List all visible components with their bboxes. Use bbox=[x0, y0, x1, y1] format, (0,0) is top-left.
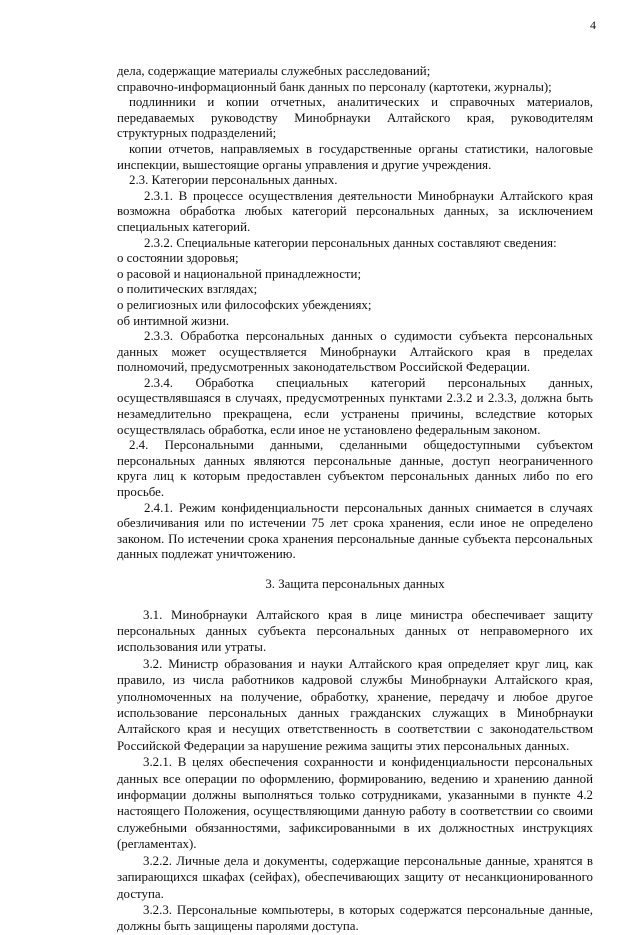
paragraph: 3.2.1. В целях обеспечения сохранности и конфиденциальности персональных данных все операции по оформлению, формированию, ведению и хранению данной информации должны выполняться только сотрудниками, указанными в пункте 4.2 настоящего Положения, осуществляющими данную работу в соответствии со своими служебными обязанностями, зафиксированными в их должностных инструкциях (регламентах). bbox=[117, 755, 593, 852]
paragraph: дела, содержащие материалы служебных расследований; bbox=[117, 64, 431, 78]
section-title: 3. Защита персональных данных bbox=[265, 577, 445, 591]
paragraph: 2.3.2. Специальные категории персональных данных составляют сведения: bbox=[144, 235, 557, 250]
paragraph: о состоянии здоровья; bbox=[117, 251, 239, 266]
paragraph: 2.3.4. Обработка специальных категорий персональных данных, осуществлявшаяся в случаях, предусмотренных пунктами 2.3.2 и 2.3.3, должна быть незамедлительно прекращена, если устранены причины, вследствие которых осуществлялась обработка, если иное не установлено федеральным законом. bbox=[117, 375, 593, 437]
paragraph: о политических взглядах; bbox=[117, 282, 258, 297]
paragraph: 3.1. Минобрнауки Алтайского края в лице министра обеспечивает защиту персональных данных субъекта персональных данных от неправомерного их использования или утраты. bbox=[117, 607, 593, 655]
paragraph: о расовой и национальной принадлежности; bbox=[117, 266, 362, 281]
paragraph: 3.2.3. Персональные компьютеры, в которых содержатся персональные данные, должны быть защищены паролями доступа. bbox=[117, 902, 593, 934]
paragraph: подлинники и копии отчетных, аналитических и справочных материалов, передаваемых руководству Минобрнауки Алтайского края, руководителям структурных подразделений; bbox=[117, 95, 593, 141]
paragraph: справочно-информационный банк данных по персоналу (картотеки, журналы); bbox=[117, 79, 552, 94]
section-3-body bbox=[117, 607, 593, 935]
paragraph: 2.4. Персональными данными, сделанными общедоступными субъектом персональных данных являются персональные данные, доступ неограниченного круга лиц к которым предоставлен субъектом персональных данных либо по его просьбе. bbox=[117, 438, 593, 500]
paragraph: копии отчетов, направляемых в государственные органы статистики, налоговые инспекции, вышестоящие органы управления и другие учреждения. bbox=[117, 141, 593, 172]
document-body bbox=[117, 64, 593, 935]
paragraph: о религиозных или философских убеждениях; bbox=[117, 297, 372, 312]
paragraph: об интимной жизни. bbox=[117, 313, 230, 328]
paragraph: 2.3.3. Обработка персональных данных о судимости субъекта персональных данных может осуществляется Минобрнауки Алтайского края в пределах полномочий, предусмотренных законодательством Российской Федерации. bbox=[117, 329, 593, 375]
paragraph: 3.2.2. Личные дела и документы, содержащие персональные данные, хранятся в запирающихся шкафах (сейфах), обеспечивающих защиту от несанкционированного доступа. bbox=[117, 853, 593, 901]
page-number: 4 bbox=[590, 18, 596, 32]
paragraph: 2.4.1. Режим конфиденциальности персональных данных снимается в случаях обезличивания или по истечении 75 лет срока хранения, если иное не определено законом. По истечении срока хранения персональные данные субъекта персональных данных подлежат уничтожению. bbox=[117, 500, 593, 562]
paragraph: 2.3. Категории персональных данных. bbox=[129, 173, 338, 188]
paragraph: 3.2. Министр образования и науки Алтайского края определяет круг лиц, как правило, из числа работников кадровой службы Минобрнауки Алтайского края, уполномоченных на получение, обработку, хранение, передачу и любое другое использование персональных данных гражданских служащих в Минобрнауки Алтайского края и несущих ответственность в соответствии с законодательством Российской Федерации за нарушение режима защиты этих персональных данных. bbox=[117, 656, 593, 753]
paragraph: 2.3.1. В процессе осуществления деятельности Минобрнауки Алтайского края возможна обработка любых категорий персональных данных, за исключением специальных категорий. bbox=[117, 188, 593, 234]
section-2-continuation bbox=[117, 64, 593, 563]
